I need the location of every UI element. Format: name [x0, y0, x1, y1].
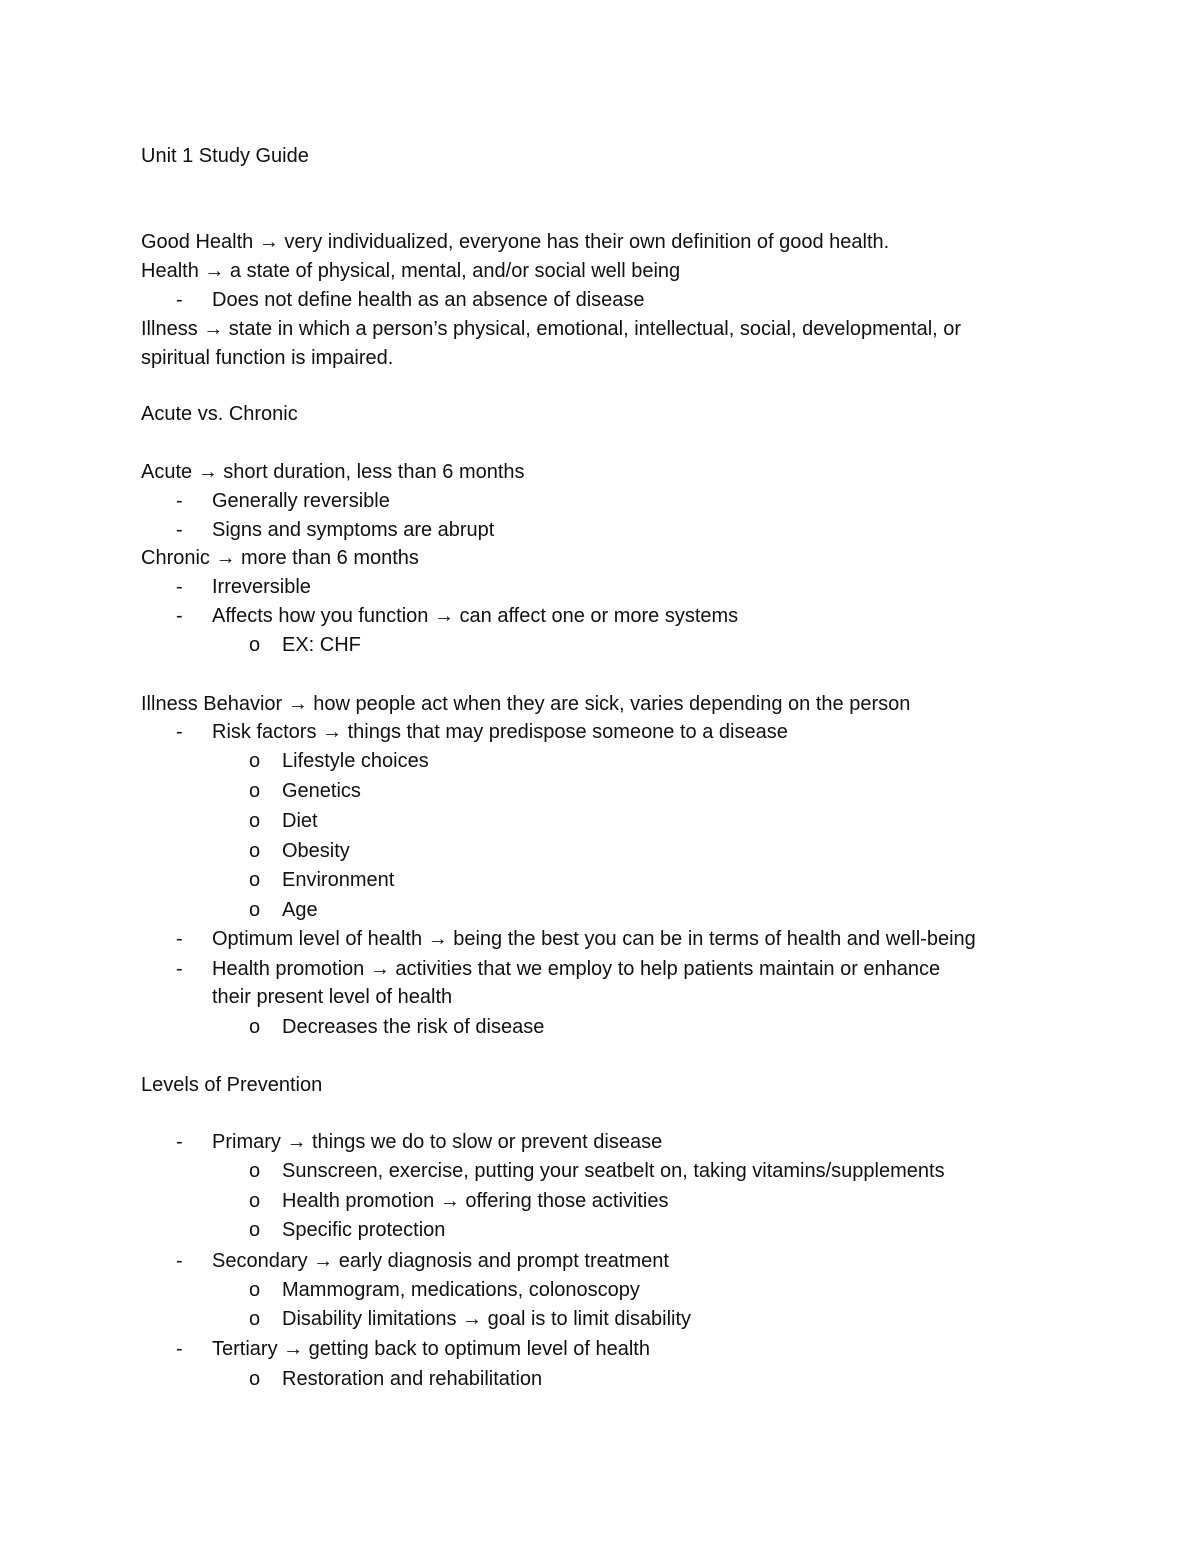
primary-item: Sunscreen, exercise, putting your seatbelt on, taking vitamins/supplements	[282, 1160, 945, 1182]
risk-factors: Risk factors → things that may predispose someone to a disease	[212, 721, 788, 743]
risk-item: Obesity	[282, 840, 350, 862]
chronic-item: Irreversible	[212, 576, 311, 598]
primary-item: Specific protection	[282, 1219, 446, 1241]
secondary-item: Disability limitations → goal is to limit disability	[282, 1308, 692, 1330]
dash-marker: -	[176, 576, 183, 598]
dash-marker: -	[176, 519, 183, 541]
circle-bullet: o	[249, 750, 261, 772]
health-promotion-item: Decreases the risk of disease	[282, 1016, 545, 1038]
circle-bullet: o	[249, 1279, 261, 1301]
chronic-example: EX: CHF	[282, 634, 361, 656]
primary-item: Health promotion → offering those activities	[282, 1190, 669, 1212]
prevention-tertiary: Tertiary → getting back to optimum level of health	[212, 1338, 650, 1360]
risk-item: Genetics	[282, 780, 361, 802]
dash-marker: -	[176, 490, 183, 512]
dash-marker: -	[176, 1250, 183, 1272]
dash-marker: -	[176, 605, 183, 627]
circle-bullet: o	[249, 1368, 261, 1390]
acute-item: Generally reversible	[212, 490, 390, 512]
dash-marker: -	[176, 928, 183, 950]
risk-item: Environment	[282, 869, 395, 891]
document-title: Unit 1 Study Guide	[141, 145, 309, 167]
chronic-def: Chronic → more than 6 months	[141, 547, 419, 569]
circle-bullet: o	[249, 1190, 261, 1212]
circle-bullet: o	[249, 1219, 261, 1241]
prevention-secondary: Secondary → early diagnosis and prompt treatment	[212, 1250, 669, 1272]
acute-def: Acute → short duration, less than 6 months	[141, 461, 525, 483]
circle-bullet: o	[249, 1160, 261, 1182]
heading-acute-chronic: Acute vs. Chronic	[141, 403, 298, 425]
circle-bullet: o	[249, 634, 261, 656]
def-illness-line1: Illness → state in which a person’s physical, emotional, intellectual, social, developmental, or	[141, 318, 962, 340]
risk-item: Age	[282, 899, 318, 921]
circle-bullet: o	[249, 840, 261, 862]
secondary-item: Mammogram, medications, colonoscopy	[282, 1279, 640, 1301]
circle-bullet: o	[249, 1016, 261, 1038]
health-promotion-line2: their present level of health	[212, 986, 453, 1008]
circle-bullet: o	[249, 869, 261, 891]
dash-marker: -	[176, 1131, 183, 1153]
def-good-health: Good Health → very individualized, everyone has their own definition of good health.	[141, 231, 890, 253]
circle-bullet: o	[249, 1308, 261, 1330]
illness-behavior-heading: Illness Behavior → how people act when they are sick, varies depending on the person	[141, 693, 911, 715]
prevention-primary: Primary → things we do to slow or prevent disease	[212, 1131, 663, 1153]
def-health-sub: Does not define health as an absence of disease	[212, 289, 645, 311]
def-illness-line2: spiritual function is impaired.	[141, 347, 394, 369]
circle-bullet: o	[249, 780, 261, 802]
circle-bullet: o	[249, 899, 261, 921]
risk-item: Diet	[282, 810, 318, 832]
dash-marker: -	[176, 721, 183, 743]
dash-marker: -	[176, 958, 183, 980]
dash-marker: -	[176, 1338, 183, 1360]
optimum-health: Optimum level of health → being the best you can be in terms of health and well-being	[212, 928, 976, 950]
acute-item: Signs and symptoms are abrupt	[212, 519, 495, 541]
risk-item: Lifestyle choices	[282, 750, 429, 772]
chronic-item: Affects how you function → can affect one or more systems	[212, 605, 739, 627]
heading-prevention: Levels of Prevention	[141, 1074, 323, 1096]
health-promotion-line1: Health promotion → activities that we employ to help patients maintain or enhance	[212, 958, 941, 980]
dash-marker: -	[176, 289, 183, 311]
circle-bullet: o	[249, 810, 261, 832]
def-health: Health → a state of physical, mental, and/or social well being	[141, 260, 681, 282]
tertiary-item: Restoration and rehabilitation	[282, 1368, 543, 1390]
